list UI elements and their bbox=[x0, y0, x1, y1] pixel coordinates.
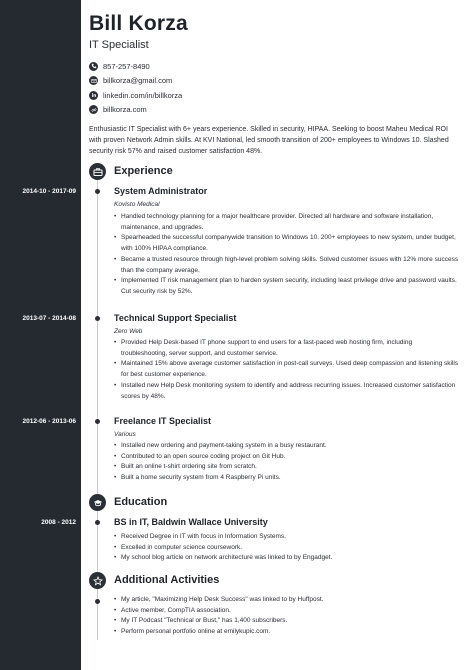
timeline-line bbox=[97, 172, 98, 640]
list-item: • Installed new ordering and payment-taking system in a busy restaurant. bbox=[114, 441, 459, 452]
candidate-title: IT Specialist bbox=[89, 39, 149, 51]
job-1-dates: 2014-10 - 2017-09 bbox=[22, 188, 76, 195]
list-item: • Built a home security system from 4 Raspberry Pi units. bbox=[114, 473, 459, 484]
contact-phone-text: 857-257-8490 bbox=[103, 61, 150, 71]
link-icon bbox=[89, 105, 98, 114]
timeline-dot bbox=[95, 189, 100, 194]
contact-email-text: billkorza@gmail.com bbox=[103, 76, 173, 86]
activities-heading: Additional Activities bbox=[114, 574, 220, 586]
contact-website-text: billkorza.com bbox=[103, 105, 147, 115]
list-item: • Received Degree in IT with focus in Information Systems. bbox=[114, 532, 459, 543]
briefcase-icon bbox=[89, 163, 106, 180]
job-2-dates: 2013-07 - 2014-08 bbox=[22, 315, 76, 322]
list-item: • Handled technology planning for a major healthcare provider. Directed all hardware and software installation, maintenance, and upgrades. bbox=[114, 212, 459, 233]
sidebar bbox=[0, 0, 81, 670]
timeline-dot bbox=[95, 316, 100, 321]
job-3-dates: 2012-06 - 2013-06 bbox=[22, 418, 76, 425]
list-item: • Contributed to an open source coding project on Git Hub. bbox=[114, 452, 459, 463]
job-1-company: Kovisto Medical bbox=[114, 201, 160, 208]
job-2-company: Zero Web bbox=[114, 328, 143, 335]
education-bullets bbox=[114, 532, 459, 564]
job-2-role: Technical Support Specialist bbox=[114, 313, 237, 323]
contact-list bbox=[89, 59, 182, 117]
candidate-name: Bill Korza bbox=[89, 12, 188, 35]
contact-linkedin-text: linkedin.com/in/billkorza bbox=[103, 90, 183, 100]
list-item: • Active member, CompTIA association. bbox=[114, 606, 459, 617]
list-item: • Provided Help Desk-based IT phone support to end users for a fast-paced web hosting firm, including troubleshooting, server support, and customer service. bbox=[114, 338, 459, 359]
linkedin-icon bbox=[89, 91, 98, 100]
education-degree: BS in IT, Baldwin Wallace University bbox=[114, 517, 268, 527]
star-icon bbox=[89, 572, 106, 589]
contact-phone[interactable] bbox=[89, 59, 182, 74]
list-item: • Implemented IT risk management plan to harden system security, including least privilege drive and password vaults. Cut security risk by 52%. bbox=[114, 276, 459, 297]
job-3-role: Freelance IT Specialist bbox=[114, 416, 212, 426]
timeline-dot bbox=[95, 520, 100, 525]
activities-bullets bbox=[114, 595, 459, 638]
education-heading: Education bbox=[114, 496, 168, 508]
profile-summary: Enthusiastic IT Specialist with 6+ years experience. Skilled in security, HIPAA. Seeking to boost Maheu Medical ROI with proven Network Admin skills. At KVI National, led smooth transition of 200+ employees to Windows 10. Slashed security risk 57% and raised customer satisfaction 48%. bbox=[89, 126, 449, 155]
list-item: • My school blog article on network architecture was linked to by Engadget. bbox=[114, 553, 459, 564]
timeline-dot bbox=[95, 419, 100, 424]
job-1-bullets bbox=[114, 212, 459, 298]
list-item: • Built an online t-shirt ordering site from scratch. bbox=[114, 462, 459, 473]
list-item: • Excelled in computer science coursework. bbox=[114, 543, 459, 554]
contact-website[interactable] bbox=[89, 103, 182, 118]
job-3-bullets bbox=[114, 441, 459, 484]
graduation-cap-icon bbox=[89, 494, 106, 511]
job-1-role: System Administrator bbox=[114, 186, 208, 196]
list-item: • Perform personal portfolio online at emilykupic.com. bbox=[114, 627, 459, 638]
list-item: • Maintained 15% above average customer satisfaction in post-call surveys. Used deep compassion and listening skills for best customer experience. bbox=[114, 359, 459, 380]
list-item: • Became a trusted resource through high-level problem solving skills. Solved customer issues with 12% more success than the company average. bbox=[114, 255, 459, 276]
list-item: • Spearheaded the successful companywide transition to Windows 10. 200+ employees to new system, under budget, with 100% HIPAA compliance. bbox=[114, 233, 459, 254]
job-2-bullets bbox=[114, 338, 459, 402]
education-dates: 2008 - 2012 bbox=[41, 519, 76, 526]
job-3-company: Various bbox=[114, 431, 136, 438]
list-item: • Installed new Help Desk monitoring system to identify and address recurring issues. Increased customer satisfaction scores by 48%. bbox=[114, 381, 459, 402]
experience-heading: Experience bbox=[114, 165, 173, 177]
timeline-dot bbox=[95, 599, 100, 604]
list-item: • My article, "Maximizing Help Desk Success" was linked to by Huffpost. bbox=[114, 595, 459, 606]
list-item: • My IT Podcast "Technical or Bust," has 1,400 subscribers. bbox=[114, 616, 459, 627]
email-icon bbox=[89, 76, 98, 85]
contact-linkedin[interactable] bbox=[89, 88, 182, 103]
phone-icon bbox=[89, 62, 98, 71]
contact-email[interactable] bbox=[89, 74, 182, 89]
